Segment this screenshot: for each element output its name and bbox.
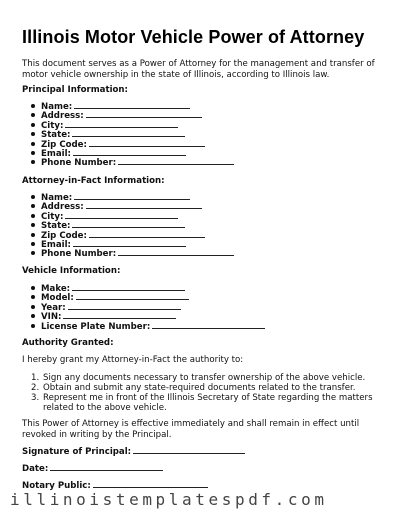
blank-line [76,292,189,300]
attorney-city-field[interactable]: City: [22,211,234,220]
vehicle-vin-field[interactable]: VIN: [22,311,265,320]
attorney-name-field[interactable]: Name: [22,192,234,201]
blank-line [74,192,190,200]
vehicle-model-field[interactable]: Model: [22,292,265,301]
principal-fields [22,101,234,167]
blank-line [152,321,265,329]
principal-signature-field[interactable]: Signature of Principal: [22,446,245,457]
blank-line [73,239,186,247]
principal-city-field[interactable]: City: [22,120,234,129]
blank-line [65,120,178,128]
principal-heading: Principal Information: [22,85,128,95]
blank-line [63,311,176,319]
attorney-phone-field[interactable]: Phone Number: [22,248,234,257]
attorney-heading: Attorney-in-Fact Information: [22,176,165,186]
blank-line [72,129,185,137]
attorney-address-field[interactable]: Address: [22,201,234,210]
blank-line [65,211,178,219]
principal-phone-field[interactable]: Phone Number: [22,157,234,166]
vehicle-make-field[interactable]: Make: [22,283,265,292]
blank-line [86,110,202,118]
attorney-state-field[interactable]: State: [22,220,234,229]
authority-item: 1. Sign any documents necessary to transfer ownership of the above vehicle. [31,373,366,383]
blank-line [118,157,234,165]
authority-list [22,373,382,413]
principal-address-field[interactable]: Address: [22,110,234,119]
authority-item: 3. Represent me in front of the Illinois Secretary of State regarding the matters related to the above vehicle. [31,393,373,413]
blank-line [89,230,205,238]
blank-line [118,248,234,256]
attorney-fields [22,192,234,258]
vehicle-year-field[interactable]: Year: [22,302,265,311]
blank-line [72,220,185,228]
watermark-text: illinoistemplatespdf.com [10,490,328,509]
attorney-zip-field[interactable]: Zip Code: [22,230,234,239]
principal-name-field[interactable]: Name: [22,101,234,110]
principal-state-field[interactable]: State: [22,129,234,138]
vehicle-plate-field[interactable]: License Plate Number: [22,321,265,330]
authority-intro: I hereby grant my Attorney-in-Fact the authority to: [22,355,244,365]
principal-email-field[interactable]: Email: [22,148,234,157]
blank-line [72,283,185,291]
blank-line [89,139,205,147]
authority-item: 2. Obtain and submit any state-required documents related to the transfer. [31,383,356,393]
blank-line [133,446,245,454]
blank-line [86,201,202,209]
document-title: Illinois Motor Vehicle Power of Attorney [22,27,365,47]
vehicle-heading: Vehicle Information: [22,266,121,276]
date-field[interactable]: Date: [22,463,163,474]
blank-line [73,148,186,156]
blank-line [74,101,190,109]
blank-line [93,480,208,488]
authority-heading: Authority Granted: [22,338,114,348]
attorney-email-field[interactable]: Email: [22,239,234,248]
vehicle-fields [22,283,265,330]
intro-paragraph: This document serves as a Power of Attorney for the management and transfer of motor vehicle ownership in the state of Illinois, according to Illinois law. [22,59,375,80]
principal-zip-field[interactable]: Zip Code: [22,139,234,148]
effective-paragraph: This Power of Attorney is effective immediately and shall remain in effect until revoked in writing by the Principal. [22,419,360,440]
notary-field[interactable]: Notary Public: [22,480,208,491]
blank-line [50,463,163,471]
blank-line [68,302,181,310]
